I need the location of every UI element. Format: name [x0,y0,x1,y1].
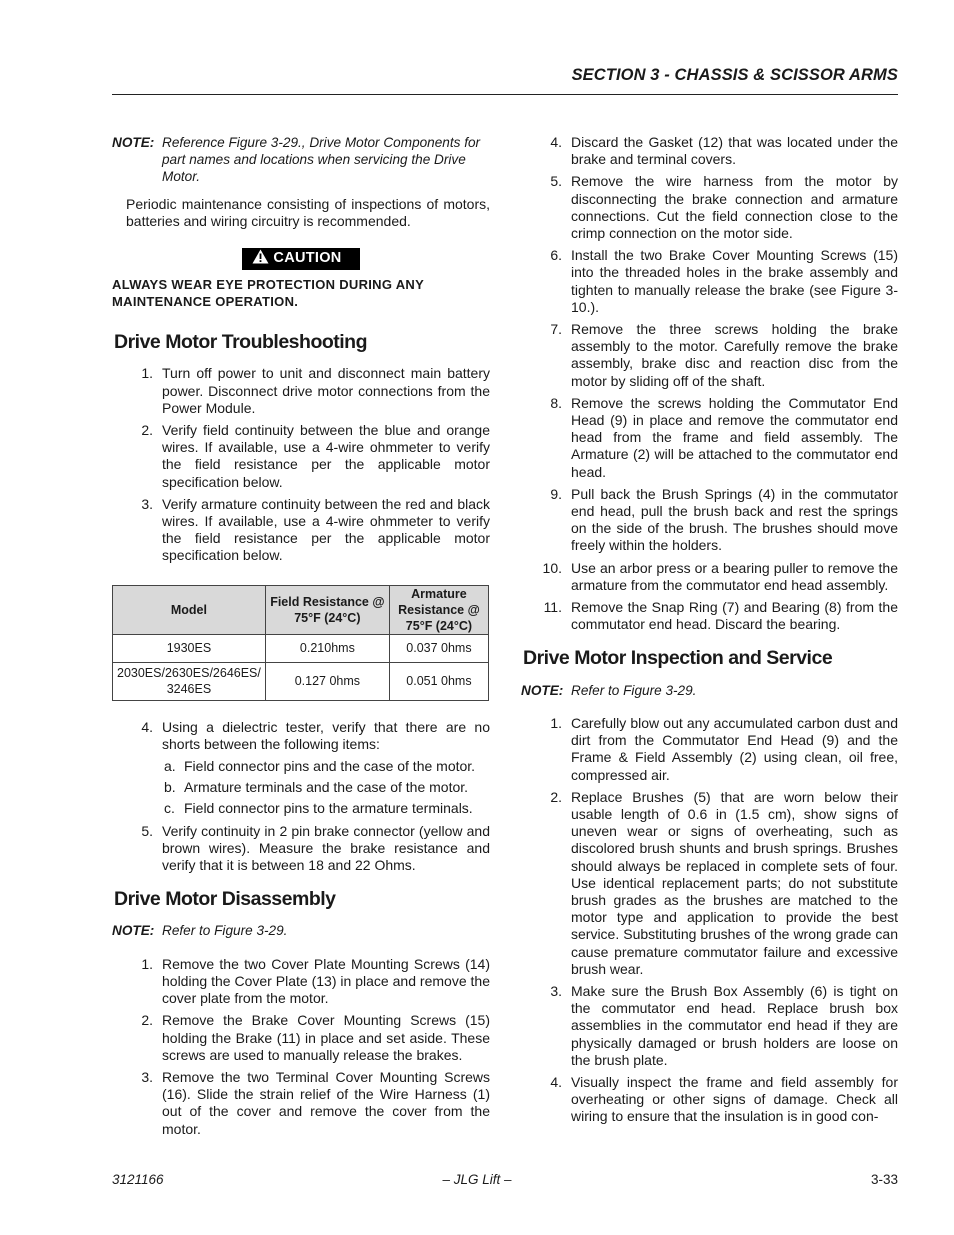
table-row [113,662,489,700]
disassembly-note [112,922,490,939]
step-text: Remove the Snap Ring (7) and Bearing (8) from the commutator end head. Discard the bearing. [571,599,898,633]
column-header-field-resistance: Field Resistance @ 75°F (24°C) [265,585,389,634]
table-cell: 1930ES [113,634,266,662]
list-item [112,422,490,491]
inspection-heading: Drive Motor Inspection and Service [523,647,833,670]
step-text: Discard the Gasket (12) that was located under the brake and terminal covers. [571,134,898,168]
step-text: Carefully blow out any accumulated carbon dust and dirt from the Commutator End Head (9) and the Frame & Field Assembly (2) using clean, oil free, compressed air. [571,714,898,783]
footer-page-number: 3-33 [870,1172,898,1187]
disassembly-heading: Drive Motor Disassembly [114,888,336,911]
list-item [521,983,898,1069]
step-text: Verify continuity in 2 pin brake connector (yellow and brown wires). Measure the brake resistance and verify that it is between 18 and 22 Ohms. [162,822,490,874]
left-column [112,134,490,1143]
step-text: Remove the two Cover Plate Mounting Screws (14) holding the Cover Plate (13) in place and remove the cover plate from the motor. [162,955,490,1007]
substeps [112,758,490,818]
step-number: 3. [141,1068,153,1085]
step-text: Turn off power to unit and disconnect main battery power. Disconnect drive motor connections from the Power Module. [162,365,490,416]
step-number: 7. [550,321,562,338]
list-item [112,823,490,875]
footer-publisher: – JLG Lift – [442,1172,512,1187]
list-item [521,789,898,978]
step-text: Make sure the Brush Box Assembly (6) is tight on the commutator end head. Replace brush box assemblies in the commutator end head if they are physically damaged or brush holders are loose on the brush plate. [571,982,898,1068]
caution-label: CAUTION [273,250,342,267]
note-label: NOTE: [112,135,155,150]
step-number: 3. [141,495,153,512]
step-text: Remove the Brake Cover Mounting Screws (15) holding the Brake (11) in place and set aside. These screws are used to manually release the brakes. [162,1012,490,1063]
table-cell: 0.037 0hms [389,634,488,662]
step-text: Use an arbor press or a bearing puller to remove the armature from the commutator end head assembly. [571,559,898,593]
step-text: Replace Brushes (5) that are worn below their usable length of 0.6 in (1.5 cm), show signs of uneven wear or signs of overheating, such as discolored brush shunts and brush springs. Brushes should always be replaced in complete sets of four. Use identical replacement parts; do not substitute brush grades as the brushes are matched to the motor type and application to provide the best service. Substituting brushes of the wrong grade can cause premature commutator failure and excessive brush wear. [571,788,898,977]
list-item [521,321,898,390]
step-text: Verify field continuity between the blue and orange wires. If available, use a 4-wire ohmmeter to verify the field resistance per the applicable motor specification below. [162,422,490,490]
step-number: 4. [550,134,562,150]
step-text: Install the two Brake Cover Mounting Screws (15) into the threaded holes in the brake assembly and tighten to manually release the brake (see Figure 3-10.). [571,247,898,315]
step-text: Remove the two Terminal Cover Mounting Screws (16). Slide the strain relief of the Wire Harness (1) out of the cover and remove the cover from the motor. [162,1068,490,1137]
caution-text: ALWAYS WEAR EYE PROTECTION DURING ANY MAINTENANCE OPERATION. [112,277,424,310]
disassembly-steps [112,956,490,1138]
step-number: 6. [550,247,562,264]
step-text: Remove the screws holding the Commutator End Head (9) in place and remove the commutator end head from the frame and field assembly. The Armature (2) will be attached to the commutator end head. [571,394,898,480]
step-text: Pull back the Brush Springs (4) in the commutator end head, pull the brush back and rest the springs on the side of the brush. The brushes should move freely within the holders. [571,485,898,554]
caution-banner [112,248,490,270]
list-item [521,173,898,242]
list-item [112,719,490,753]
step-number: 2. [550,788,562,805]
step-number: 11. [543,599,562,616]
table-cell: 0.127 0hms [265,662,389,700]
step-number: 10. [542,559,562,576]
note-text: Refer to Figure 3-29. [162,923,288,939]
list-item [112,779,490,796]
right-column [521,134,898,1131]
column-header-armature-resistance: Armature Resistance @ 75°F (24°C) [389,585,488,634]
table-cell: 0.051 0hms [389,662,488,700]
step-number: 5. [141,822,153,839]
step-number: 5. [550,173,562,190]
step-text: Remove the three screws holding the brake assembly to the motor. Carefully remove the brake assembly, brake disc and reaction disc from the motor by sliding off of the shaft. [571,321,898,389]
warning-triangle-icon [252,249,269,269]
substep-letter: a. [164,758,176,775]
step-number: 4. [141,718,153,735]
list-item [112,496,490,565]
list-item [521,560,898,594]
list-item [112,800,490,817]
list-item [521,715,898,784]
list-item [521,1074,898,1126]
step-number: 2. [141,1012,153,1029]
inspection-steps [521,715,898,1126]
footer-doc-number: 3121166 [112,1172,164,1187]
list-item [521,134,898,168]
table-cell: 0.210hms [265,634,389,662]
intro-paragraph: Periodic maintenance consisting of inspections of motors, batteries and wiring circuitry is recommended. [126,195,490,229]
list-item [521,486,898,555]
troubleshooting-steps-continued [112,719,490,753]
note-label: NOTE: [521,682,564,698]
table-row [113,634,489,662]
step-number: 2. [141,422,153,439]
list-item [521,247,898,316]
page-header [112,64,898,95]
inspection-note [521,682,898,699]
substep-text: Armature terminals and the case of the motor. [184,779,469,796]
list-item [112,956,490,1008]
step-text: Verify armature continuity between the red and black wires. If available, use a 4-wire ohmmeter to verify the field resistance per the applicable motor specification below. [162,495,490,564]
step-number: 3. [550,982,562,999]
list-item [112,1012,490,1064]
note-text: Refer to Figure 3-29. [571,682,697,698]
step-number: 4. [550,1073,562,1090]
caution-badge [242,248,359,270]
note-reference [112,134,490,186]
troubleshooting-steps [112,365,490,564]
step-number: 8. [550,394,562,411]
section-title: SECTION 3 - CHASSIS & SCISSOR ARMS [571,66,898,84]
substep-letter: c. [164,800,175,817]
step-text: Using a dielectric tester, verify that there are no shorts between the following items: [162,718,490,752]
troubleshooting-steps-final [112,823,490,875]
note-text: Reference Figure 3-29., Drive Motor Components for part names and locations when servicing the Drive Motor. [162,135,481,185]
substep-text: Field connector pins to the armature terminals. [184,800,473,817]
step-text: Remove the wire harness from the motor by disconnecting the brake connection and armature connections. Cut the field connection close to the crimp connection on the motor side. [571,173,898,242]
resistance-spec-table [112,585,489,701]
column-header-model: Model [113,585,266,634]
substep-text: Field connector pins and the case of the motor. [184,758,476,775]
list-item [521,599,898,633]
step-number: 1. [141,365,153,382]
list-item [112,1069,490,1138]
step-number: 1. [550,714,562,731]
table-header-row [113,585,489,634]
table-cell: 2030ES/2630ES/2646ES/ 3246ES [113,662,266,700]
step-text: Visually inspect the frame and field assembly for overheating or other signs of damage. Check all wiring to ensure that the insulation is in good con- [571,1073,898,1125]
disassembly-steps-continued [521,134,898,633]
step-number: 1. [141,955,153,972]
note-label: NOTE: [112,923,155,939]
step-number: 9. [550,485,562,502]
list-item [112,365,490,417]
list-item [521,395,898,481]
substep-letter: b. [164,779,176,796]
list-item [112,758,490,775]
troubleshooting-heading: Drive Motor Troubleshooting [114,331,367,354]
